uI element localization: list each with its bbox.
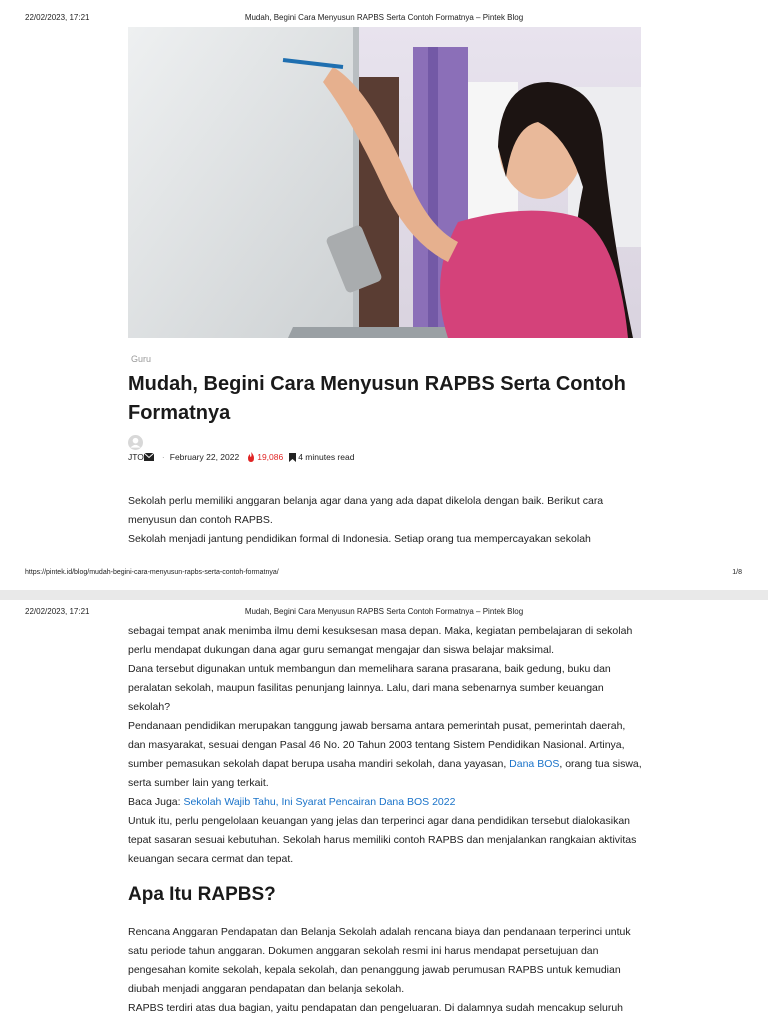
article-meta <box>128 452 354 462</box>
baca-juga-label: Baca Juga: <box>128 796 184 808</box>
section-heading: Apa Itu RAPBS? <box>128 884 276 905</box>
page-number: 1/8 <box>732 569 742 576</box>
author-avatar-icon[interactable] <box>128 435 143 450</box>
bookmark-icon <box>289 453 296 462</box>
paragraph: Sekolah perlu memiliki anggaran belanja agar dana yang ada dapat dikelola dengan baik. Berikut cara menyusun dan contoh RAPBS. <box>128 495 604 526</box>
hero-image <box>128 27 641 338</box>
paragraph: sebagai tempat anak menimba ilmu demi kesuksesan masa depan. Maka, kegiatan pembelajaran di sekolah perlu mendapat dukungan dana agar guru semangat mengajar dan siswa belajar maksimal. <box>128 625 633 656</box>
paragraph-text: , orang tua siswa, serta sumber lain yang terkait. <box>128 758 642 789</box>
dana-bos-link[interactable]: Dana BOS <box>509 758 560 770</box>
article-body-page1 <box>128 492 643 549</box>
baca-juga-link[interactable]: Sekolah Wajib Tahu, Ini Syarat Pencairan Dana BOS 2022 <box>183 796 456 808</box>
article-body-page2-section <box>128 923 643 1018</box>
author-name[interactable]: JTO <box>128 452 144 462</box>
paragraph-text: Pendanaan pendidikan merupakan tanggung jawab bersama antara pemerintah pusat, pemerintah daerah, dan masyarakat, sesuai dengan Pasal 46 No. 20 Tahun 2003 tentang Sistem Pendidikan Nasional. Artinya, sumber pemasukan sekolah dapat berupa usaha mandiri sekolah, dana yayasan, <box>128 720 626 770</box>
paragraph: Rencana Anggaran Pendapatan dan Belanja Sekolah adalah rencana biaya dan pendanaan terperinci untuk satu periode tahun anggaran. Dokumen anggaran sekolah resmi ini harus mendapat persetujuan dan pengesahan komite sekolah, kepala sekolah, dan penanggung jawab perumusan RAPBS untuk kemudian diubah menjadi anggaran pendapatan dan belanja sekolah. <box>128 926 631 995</box>
paragraph: Sekolah menjadi jantung pendidikan formal di Indonesia. Setiap orang tua mempercayakan sekolah <box>128 533 591 545</box>
read-time: 4 minutes read <box>298 452 355 462</box>
paragraph <box>128 717 643 793</box>
publish-date: February 22, 2022 <box>169 452 240 462</box>
article-category[interactable]: Guru <box>131 354 152 364</box>
print-header <box>0 607 768 619</box>
baca-juga <box>128 793 643 812</box>
paragraph: Dana tersebut digunakan untuk membangun dan memelihara sarana prasarana, baik gedung, buku dan peralatan sekolah, maupun fasilitas penunjang lainnya. Lalu, dari mana sebenarnya sumber keuangan sekolah? <box>128 663 611 713</box>
print-header <box>0 13 768 25</box>
fire-icon <box>247 452 255 462</box>
article-body-page2 <box>128 622 643 869</box>
print-date: 22/02/2023, 17:21 <box>25 13 90 22</box>
paragraph: Untuk itu, perlu pengelolaan keuangan yang jelas dan terperinci agar dana pendidikan tersebut dialokasikan tepat sasaran sesuai kebutuhan. Sekolah harus memiliki contoh RAPBS dan menjalankan rangkaian aktivitas keuangan secara cermat dan tepat. <box>128 815 637 865</box>
print-title: Mudah, Begini Cara Menyusun RAPBS Serta Contoh Formatnya – Pintek Blog <box>244 607 524 616</box>
envelope-icon[interactable] <box>144 453 154 461</box>
views-count-group <box>247 452 283 462</box>
paragraph: RAPBS terdiri atas dua bagian, yaitu pendapatan dan pengeluaran. Di dalamnya sudah mencakup seluruh <box>128 1002 623 1014</box>
print-date: 22/02/2023, 17:21 <box>25 607 90 616</box>
meta-separator: · <box>161 452 165 462</box>
article-title: Mudah, Begini Cara Menyusun RAPBS Serta Contoh Formatnya <box>128 373 626 424</box>
print-url: https://pintek.id/blog/mudah-begini-cara-menyusun-rapbs-serta-contoh-formatnya/ <box>25 569 279 576</box>
views-count: 19,086 <box>257 452 284 462</box>
print-title: Mudah, Begini Cara Menyusun RAPBS Serta Contoh Formatnya – Pintek Blog <box>244 13 524 22</box>
read-time-group <box>289 452 354 462</box>
